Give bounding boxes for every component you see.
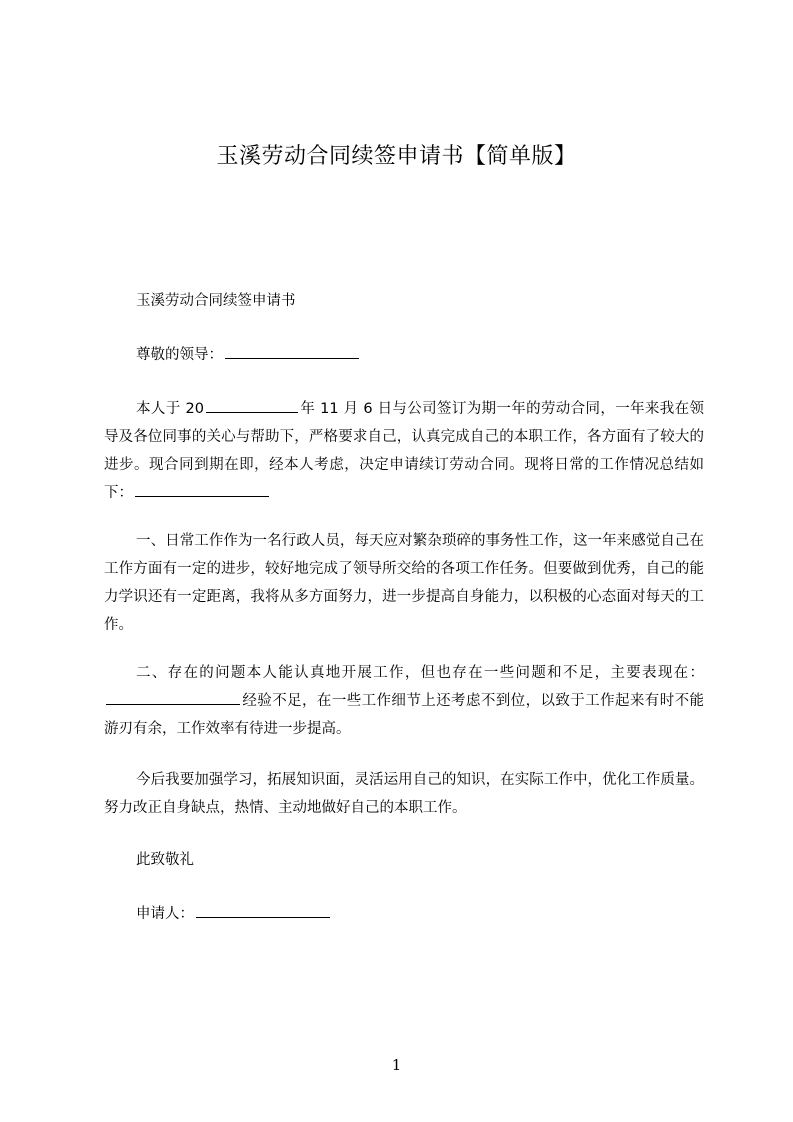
regards-line: 此致敬礼 <box>136 852 194 868</box>
applicant-blank <box>196 903 330 918</box>
issues-blank <box>106 690 240 705</box>
section-two-text-end: 经验不足，在一些工作细节上还考虑不到位，以致于工作起来有时不能游刃有余，工作效率有待进一步提高。 <box>104 693 704 737</box>
document-title: 玉溪劳动合同续签申请书【简单版】 <box>216 144 577 169</box>
document-subtitle: 玉溪劳动合同续签申请书 <box>136 293 296 309</box>
page-number: 1 <box>391 1056 402 1074</box>
salutation <box>136 341 361 369</box>
intro-text-end: 年 11 月 6 日与公司签订为期一年的劳动合同，一年来我在领导及各位同事的关心与帮助下，严格要求自己，认真完成自己的本职工作，各方面有了较大的进步。现合同到期在即，经本人考虑，决定申请续订劳动合同。现将日常的工作情况总结如下： <box>104 401 704 501</box>
closing-paragraph: 今后我要加强学习，拓展知识面，灵活运用自己的知识，在实际工作中，优化工作质量。努力改正自身缺点，热情、主动地做好自己的本职工作。 <box>104 772 704 816</box>
intro-paragraph <box>104 395 704 507</box>
intro-blank <box>135 482 269 497</box>
salutation-blank <box>225 344 359 359</box>
section-two-text-start: 二、存在的问题本人能认真地开展工作，但也存在一些问题和不足，主要表现在： <box>136 665 704 681</box>
section-one-paragraph: 一、日常工作作为一名行政人员，每天应对繁杂琐碎的事务性工作，这一年来感觉自己在工作方面有一定的进步，较好地完成了领导所交给的各项工作任务。但要做到优秀，自己的能力学识还有一定距离，我将从多方面努力，进一步提高自身能力，以积极的心态面对每天的工作。 <box>104 533 704 633</box>
section-two-paragraph <box>104 659 704 743</box>
year-blank <box>206 398 298 413</box>
applicant-label: 申请人： <box>136 906 194 922</box>
applicant-line <box>136 900 332 928</box>
intro-text-start: 本人于 20 <box>136 401 204 417</box>
salutation-label: 尊敬的领导： <box>136 347 223 363</box>
